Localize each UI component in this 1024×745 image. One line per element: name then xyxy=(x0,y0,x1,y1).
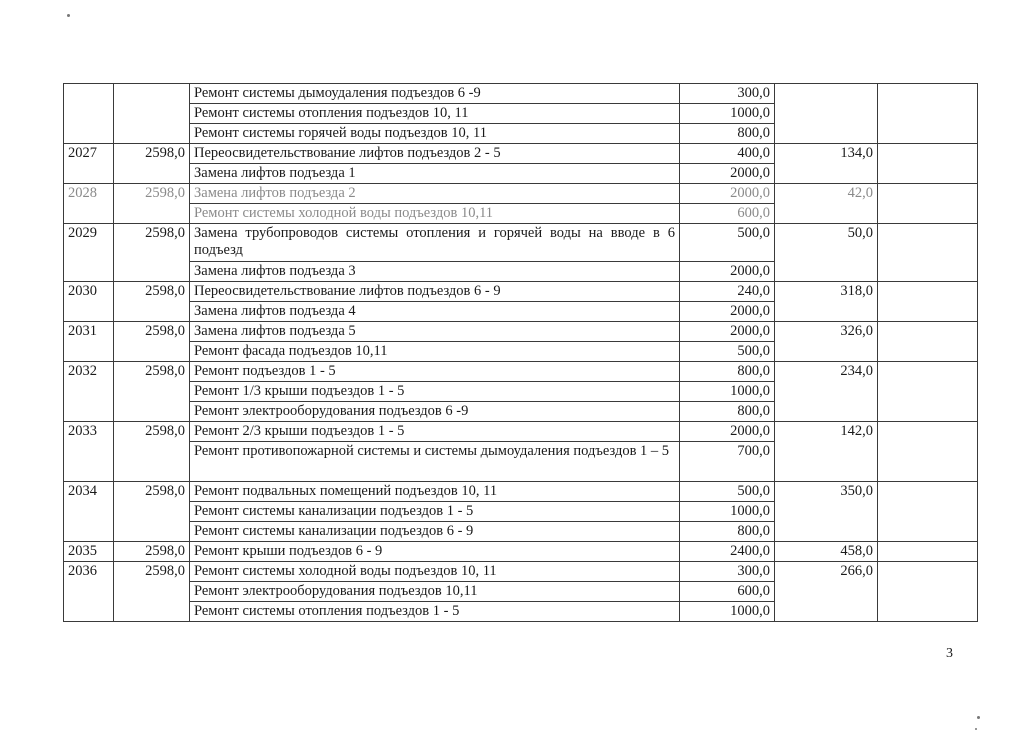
empty-cell xyxy=(878,84,978,144)
work-cell: Переосвидетельствование лифтов подъездов 2 - 5 xyxy=(190,144,680,164)
work-cell: Замена трубопроводов системы отопления и горячей воды на вводе в 6 подъезд xyxy=(190,224,680,262)
sum-cell: 2598,0 xyxy=(114,322,190,362)
year-cell: 2030 xyxy=(64,282,114,322)
empty-cell xyxy=(878,422,978,482)
empty-cell xyxy=(878,144,978,184)
sum-cell: 2598,0 xyxy=(114,224,190,282)
work-cell: Ремонт системы канализации подъездов 6 - 9 xyxy=(190,522,680,542)
scan-speck xyxy=(977,716,980,719)
cost-cell: 2000,0 xyxy=(680,422,775,442)
balance-cell: 350,0 xyxy=(775,482,878,542)
work-cell: Ремонт системы горячей воды подъездов 10, 11 xyxy=(190,124,680,144)
year-cell: 2035 xyxy=(64,542,114,562)
work-cell: Замена лифтов подъезда 1 xyxy=(190,164,680,184)
empty-cell xyxy=(878,562,978,622)
cost-cell: 600,0 xyxy=(680,204,775,224)
cost-cell: 2000,0 xyxy=(680,322,775,342)
table-row xyxy=(64,322,978,342)
page-number: 3 xyxy=(946,646,953,661)
work-cell: Ремонт системы дымоудаления подъездов 6 -9 xyxy=(190,84,680,104)
cost-cell: 240,0 xyxy=(680,282,775,302)
work-cell: Замена лифтов подъезда 3 xyxy=(190,262,680,282)
work-cell: Ремонт 1/3 крыши подъездов 1 - 5 xyxy=(190,382,680,402)
work-cell: Ремонт системы канализации подъездов 1 - 5 xyxy=(190,502,680,522)
empty-cell xyxy=(878,482,978,542)
sum-cell: 2598,0 xyxy=(114,542,190,562)
balance-cell: 42,0 xyxy=(775,184,878,224)
sum-cell: 2598,0 xyxy=(114,422,190,482)
work-cell: Замена лифтов подъезда 4 xyxy=(190,302,680,322)
empty-cell xyxy=(878,542,978,562)
cost-cell: 600,0 xyxy=(680,582,775,602)
cost-cell: 300,0 xyxy=(680,562,775,582)
cost-cell: 700,0 xyxy=(680,442,775,482)
balance-cell xyxy=(775,84,878,144)
balance-cell: 234,0 xyxy=(775,362,878,422)
work-cell: Ремонт противопожарной системы и системы дымоудаления подъездов 1 – 5 xyxy=(190,442,680,482)
cost-cell: 800,0 xyxy=(680,522,775,542)
work-cell: Ремонт системы отопления подъездов 10, 11 xyxy=(190,104,680,124)
year-cell: 2032 xyxy=(64,362,114,422)
year-cell: 2033 xyxy=(64,422,114,482)
work-cell: Ремонт подъездов 1 - 5 xyxy=(190,362,680,382)
scan-speck xyxy=(975,728,977,730)
sum-cell: 2598,0 xyxy=(114,362,190,422)
cost-cell: 2000,0 xyxy=(680,302,775,322)
cost-cell: 2000,0 xyxy=(680,164,775,184)
cost-cell: 500,0 xyxy=(680,482,775,502)
table-row xyxy=(64,362,978,382)
work-cell: Ремонт электрооборудования подъездов 6 -9 xyxy=(190,402,680,422)
cost-cell: 500,0 xyxy=(680,342,775,362)
sum-cell: 2598,0 xyxy=(114,184,190,224)
empty-cell xyxy=(878,184,978,224)
balance-cell: 326,0 xyxy=(775,322,878,362)
balance-cell: 50,0 xyxy=(775,224,878,282)
year-cell: 2029 xyxy=(64,224,114,282)
cost-cell: 1000,0 xyxy=(680,104,775,124)
year-cell: 2028 xyxy=(64,184,114,224)
year-cell xyxy=(64,84,114,144)
sum-cell: 2598,0 xyxy=(114,282,190,322)
balance-cell: 458,0 xyxy=(775,542,878,562)
balance-cell: 318,0 xyxy=(775,282,878,322)
table-row xyxy=(64,224,978,262)
year-cell: 2036 xyxy=(64,562,114,622)
table-row xyxy=(64,562,978,582)
sum-cell: 2598,0 xyxy=(114,562,190,622)
cost-cell: 2000,0 xyxy=(680,184,775,204)
work-cell: Ремонт подвальных помещений подъездов 10, 11 xyxy=(190,482,680,502)
work-cell: Ремонт фасада подъездов 10,11 xyxy=(190,342,680,362)
year-cell: 2027 xyxy=(64,144,114,184)
balance-cell: 134,0 xyxy=(775,144,878,184)
empty-cell xyxy=(878,224,978,282)
work-cell: Ремонт 2/3 крыши подъездов 1 - 5 xyxy=(190,422,680,442)
work-cell: Замена лифтов подъезда 5 xyxy=(190,322,680,342)
cost-cell: 800,0 xyxy=(680,124,775,144)
work-cell: Ремонт системы холодной воды подъездов 10, 11 xyxy=(190,562,680,582)
cost-cell: 800,0 xyxy=(680,362,775,382)
cost-cell: 800,0 xyxy=(680,402,775,422)
table-row xyxy=(64,422,978,442)
repair-plan-body xyxy=(64,84,978,622)
balance-cell: 142,0 xyxy=(775,422,878,482)
table-row xyxy=(64,282,978,302)
cost-cell: 1000,0 xyxy=(680,502,775,522)
table-row xyxy=(64,144,978,164)
cost-cell: 400,0 xyxy=(680,144,775,164)
repair-plan-table xyxy=(63,83,978,622)
empty-cell xyxy=(878,282,978,322)
scan-speck xyxy=(67,14,70,17)
balance-cell: 266,0 xyxy=(775,562,878,622)
cost-cell: 2400,0 xyxy=(680,542,775,562)
work-cell: Ремонт электрооборудования подъездов 10,11 xyxy=(190,582,680,602)
work-cell: Переосвидетельствование лифтов подъездов 6 - 9 xyxy=(190,282,680,302)
year-cell: 2031 xyxy=(64,322,114,362)
table-row xyxy=(64,84,978,104)
table-row xyxy=(64,542,978,562)
cost-cell: 1000,0 xyxy=(680,602,775,622)
cost-cell: 1000,0 xyxy=(680,382,775,402)
empty-cell xyxy=(878,362,978,422)
cost-cell: 2000,0 xyxy=(680,262,775,282)
work-cell: Ремонт системы холодной воды подъездов 10,11 xyxy=(190,204,680,224)
sum-cell: 2598,0 xyxy=(114,144,190,184)
cost-cell: 300,0 xyxy=(680,84,775,104)
empty-cell xyxy=(878,322,978,362)
work-cell: Ремонт крыши подъездов 6 - 9 xyxy=(190,542,680,562)
table-row xyxy=(64,184,978,204)
table-row xyxy=(64,482,978,502)
work-cell: Ремонт системы отопления подъездов 1 - 5 xyxy=(190,602,680,622)
sum-cell xyxy=(114,84,190,144)
cost-cell: 500,0 xyxy=(680,224,775,262)
work-cell: Замена лифтов подъезда 2 xyxy=(190,184,680,204)
year-cell: 2034 xyxy=(64,482,114,542)
sum-cell: 2598,0 xyxy=(114,482,190,542)
